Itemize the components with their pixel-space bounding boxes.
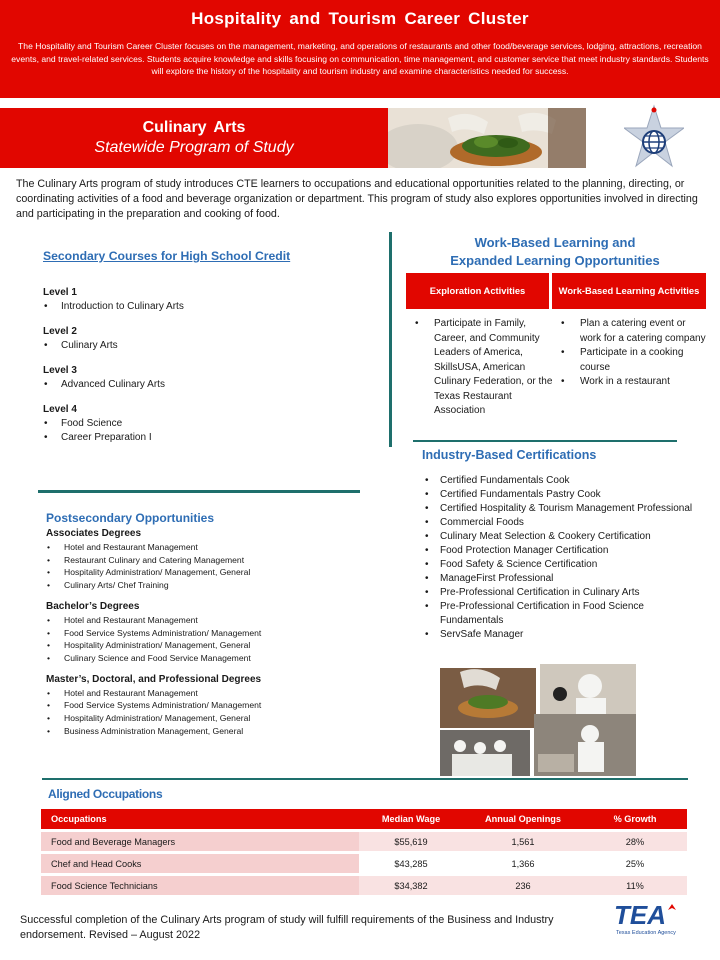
tea-logo-text: TEA [614,900,666,930]
degree-item: • Hospitality Administration/ Management, General [46,712,366,725]
wbl-heading [405,234,705,270]
work-based-item: • Plan a catering event or work for a catering company [558,317,706,346]
cluster-banner [0,0,720,98]
occupations-heading: Aligned Occupations [48,787,163,801]
section-divider-left [38,490,360,493]
occupation-cell: Food Science Technicians [41,876,359,895]
program-title-box [0,108,388,168]
course-item: • Food Science [43,417,363,431]
program-intro: The Culinary Arts program of study introduces CTE learners to occupations and educational opportunities related to the planning, directing, or coordinating activities of a food and beverage organization or department. This program of study also explores opportunities involved in directing and participating in the preparation and cooking of food. [16,178,698,221]
postsecondary-list [46,527,366,745]
growth-cell: 25% [583,854,687,873]
certification-item: • ServSafe Manager [424,628,694,642]
degree-item: • Business Administration Management, General [46,725,366,738]
level-block [43,325,363,353]
texas-star-seal-icon [624,104,684,172]
openings-cell: 1,366 [463,854,583,873]
wage-cell: $34,382 [359,876,463,895]
certifications-list [424,474,694,642]
section-divider-right [413,440,677,442]
col-header-wage: Median Wage [359,809,463,829]
certification-item: • Food Safety & Science Certification [424,558,694,572]
work-based-header: Work-Based Learning Activities [552,273,706,309]
degree-item: • Hotel and Restaurant Management [46,541,366,554]
occupation-cell: Chef and Head Cooks [41,854,359,873]
exploration-item: • Participate in Family, Career, and Community Leaders of America, SkillsUSA, American Culinary Federation, or the Texas Restaurant Association [412,317,556,419]
degree-item: • Hospitality Administration/ Management, General [46,566,366,579]
certifications-heading: Industry-Based Certifications [422,448,597,462]
certification-item: • Certified Hospitality & Tourism Management Professional [424,502,694,516]
degree-item: • Food Service Systems Administration/ Management [46,627,366,640]
wbl-heading-line2: Expanded Learning Opportunities [450,253,660,268]
level-block [43,403,363,445]
wage-cell: $43,285 [359,854,463,873]
certification-item: • Culinary Meat Selection & Cookery Certification [424,530,694,544]
certification-item: • Certified Fundamentals Pastry Cook [424,488,694,502]
degree-title: Associates Degrees [46,528,142,539]
degree-item: • Food Service Systems Administration/ Management [46,699,366,712]
occupations-table [41,806,687,898]
section-divider-bottom [42,778,688,780]
plated-food-photo [388,108,586,168]
table-row [41,854,687,873]
growth-cell: 11% [583,876,687,895]
level-name: Level 1 [43,287,77,298]
degree-item: • Hospitality Administration/ Management, General [46,639,366,652]
level-block [43,364,363,392]
degree-item: • Hotel and Restaurant Management [46,687,366,700]
level-block [43,286,363,314]
certification-item: • Pre-Professional Certification in Food Science Fundamentals [424,600,694,628]
footer-note: Successful completion of the Culinary Arts program of study will fulfill requirements of the Business and Industry endorsement. Revised – August 2022 [20,914,554,941]
column-divider [389,232,392,447]
tea-logo [612,898,692,938]
wage-cell: $55,619 [359,832,463,851]
level-name: Level 3 [43,365,77,376]
table-header-row [41,809,687,829]
exploration-header: Exploration Activities [406,273,549,309]
occupation-cell: Food and Beverage Managers [41,832,359,851]
level-name: Level 4 [43,404,77,415]
degree-block [46,673,366,738]
course-item: • Introduction to Culinary Arts [43,300,363,314]
secondary-levels [43,286,363,456]
certification-item: • Food Protection Manager Certification [424,544,694,558]
program-subtitle: Statewide Program of Study [94,139,294,156]
degree-item: • Culinary Science and Food Service Management [46,652,366,665]
wbl-table [406,273,706,419]
col-header-occupation: Occupations [41,809,359,829]
course-item: • Career Preparation I [43,431,363,445]
degree-item: • Hotel and Restaurant Management [46,614,366,627]
col-header-openings: Annual Openings [463,809,583,829]
table-row [41,832,687,851]
certification-item: • Commercial Foods [424,516,694,530]
cluster-description: The Hospitality and Tourism Career Cluster focuses on the management, marketing, and operations of restaurants and other food/beverage services, lodging, attractions, recreation events, and travel-related services. Students acquire knowledge and skills focusing on communication, time management, and customer service that meet industry standards. Students will explore the history of the hospitality and tourism industry and examine characteristics needed for success. [11,41,709,76]
wbl-heading-line1: Work-Based Learning and [474,235,636,250]
table-row [41,876,687,895]
course-item: • Advanced Culinary Arts [43,378,363,392]
openings-cell: 236 [463,876,583,895]
growth-cell: 28% [583,832,687,851]
level-name: Level 2 [43,326,77,337]
degree-block [46,527,366,592]
degree-item: • Restaurant Culinary and Catering Management [46,554,366,567]
work-based-item: • Participate in a cooking course [558,346,706,375]
certification-item: • Pre-Professional Certification in Culinary Arts [424,586,694,600]
program-name: Culinary Arts [142,119,246,136]
degree-title: Master’s, Doctoral, and Professional Degrees [46,673,262,685]
col-header-growth: % Growth [583,809,687,829]
certification-item: • ManageFirst Professional [424,572,694,586]
postsecondary-heading: Postsecondary Opportunities [46,511,215,525]
work-based-item: • Work in a restaurant [558,375,706,390]
secondary-courses-heading: Secondary Courses for High School Credit [43,249,291,263]
certification-item: • Certified Fundamentals Cook [424,474,694,488]
cluster-title: Hospitality and Tourism Career Cluster [191,9,529,28]
degree-item: • Culinary Arts/ Chef Training [46,579,366,592]
course-item: • Culinary Arts [43,339,363,353]
degree-block [46,600,366,665]
degree-title: Bachelor’s Degrees [46,600,140,612]
openings-cell: 1,561 [463,832,583,851]
tea-logo-subtext: Texas Education Agency [616,930,676,936]
kitchen-photo-collage [440,664,636,776]
